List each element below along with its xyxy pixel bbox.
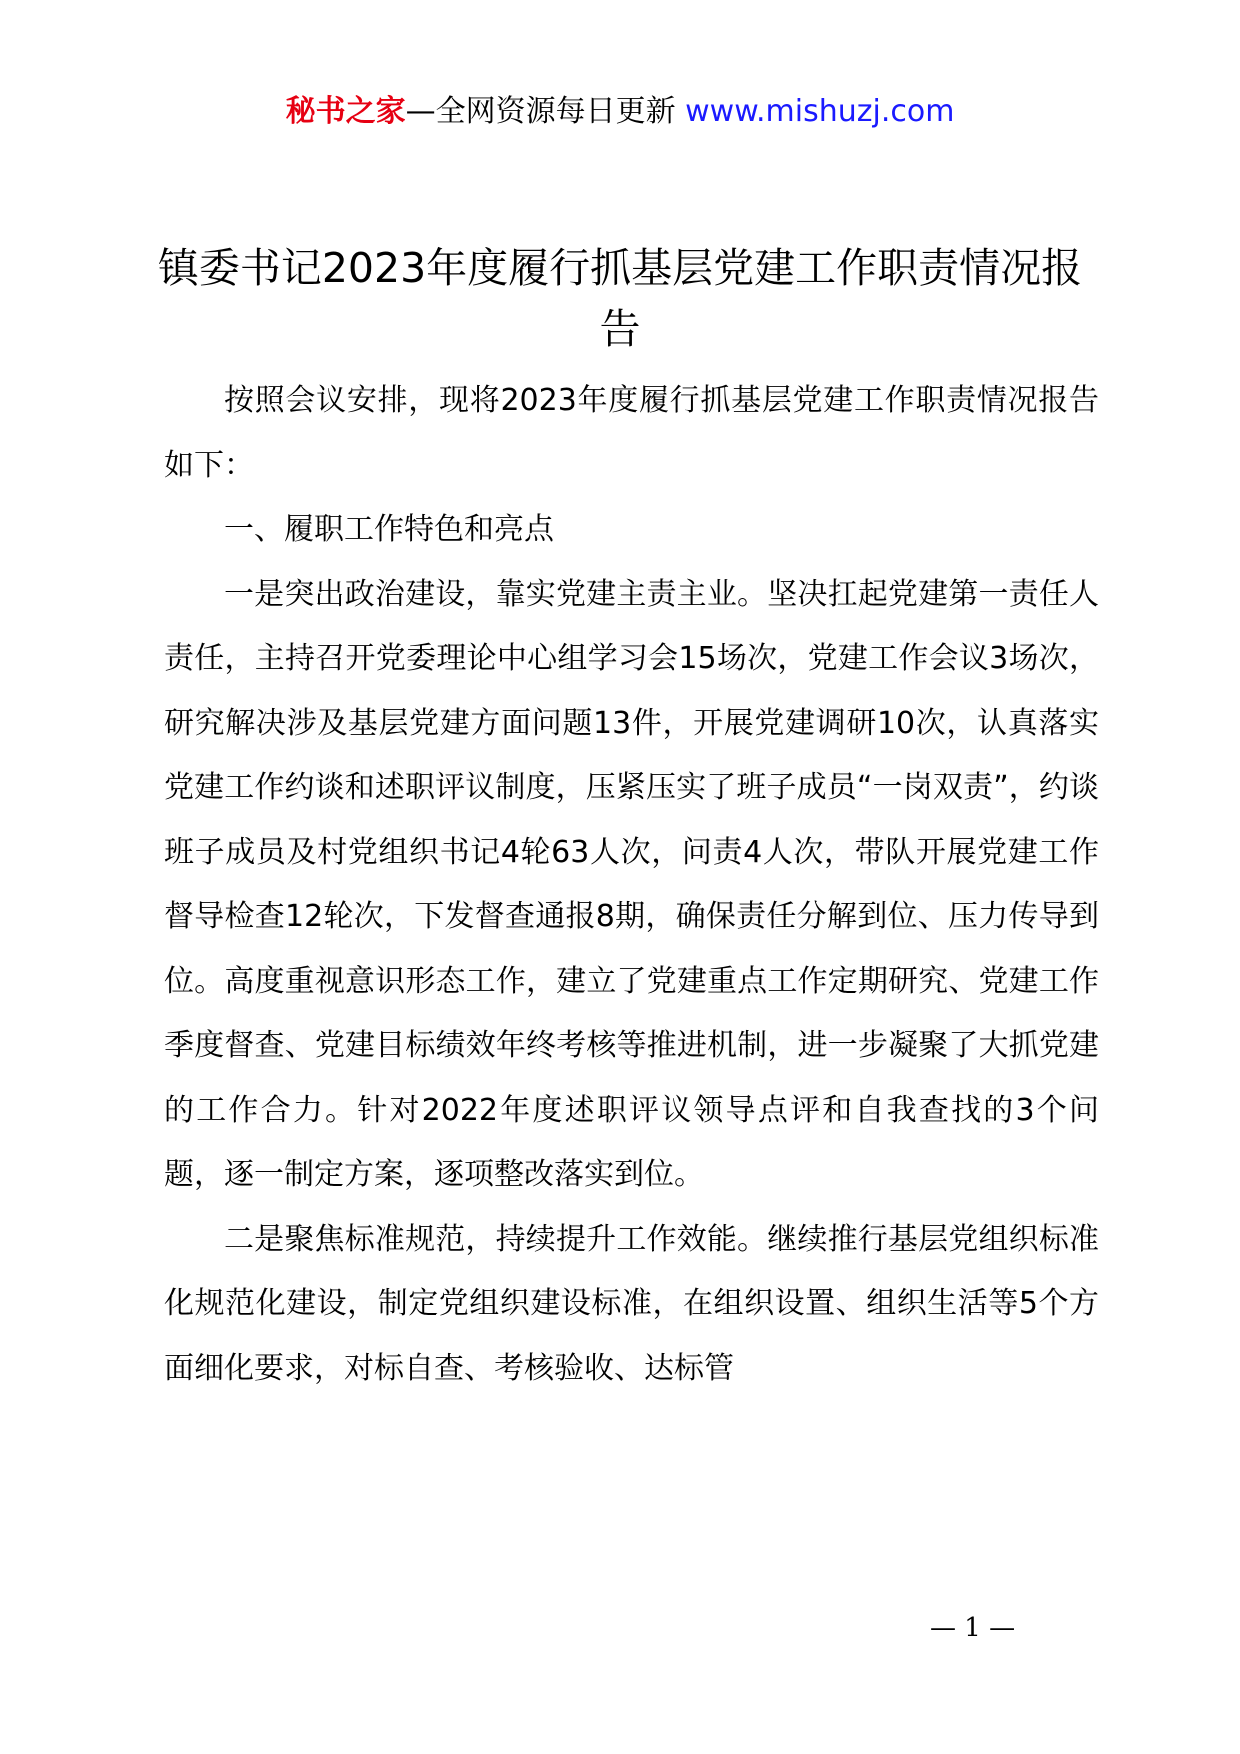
intro-paragraph: 按照会议安排，现将2023年度履行抓基层党建工作职责情况报告如下：: [164, 383, 1099, 483]
banner-slogan: —全网资源每日更新: [405, 94, 686, 129]
section-heading: 一、履职工作特色和亮点: [224, 512, 554, 547]
document-title: 镇委书记2023年度履行抓基层党建工作职责情况报告: [157, 244, 1083, 353]
document-body: [164, 369, 1099, 1401]
brand-name: 秘书之家: [285, 94, 406, 129]
body-paragraph-2: 二是聚焦标准规范，持续提升工作效能。继续推行基层党组织标准化规范化建设，制定党组织建设标准，在组织设置、组织生活等5个方面细化要求，对标自查、考核验收、达标管: [164, 1221, 1099, 1386]
site-banner: [0, 92, 1240, 132]
page-number: — 1 —: [930, 1613, 1016, 1643]
website-link[interactable]: www.mishuzj.com: [685, 94, 955, 129]
body-paragraph-1: 一是突出政治建设，靠实党建主责主业。坚决扛起党建第一责任人责任，主持召开党委理论中心组学习会15场次，党建工作会议3场次，研究解决涉及基层党建方面问题13件，开展党建调研10次，认真落实党建工作约谈和述职评议制度，压紧压实了班子成员“一岗双责”，约谈班子成员及村党组织书记4轮63人次，问责4人次，带队开展党建工作督导检查12轮次，下发督查通报8期，确保责任分解到位、压力传导到位。高度重视意识形态工作，建立了党建重点工作定期研究、党建工作季度督查、党建目标绩效年终考核等推进机制，进一步凝聚了大抓党建的工作合力。针对2022年度述职评议领导点评和自我查找的3个问题，逐一制定方案，逐项整改落实到位。: [164, 576, 1099, 1192]
